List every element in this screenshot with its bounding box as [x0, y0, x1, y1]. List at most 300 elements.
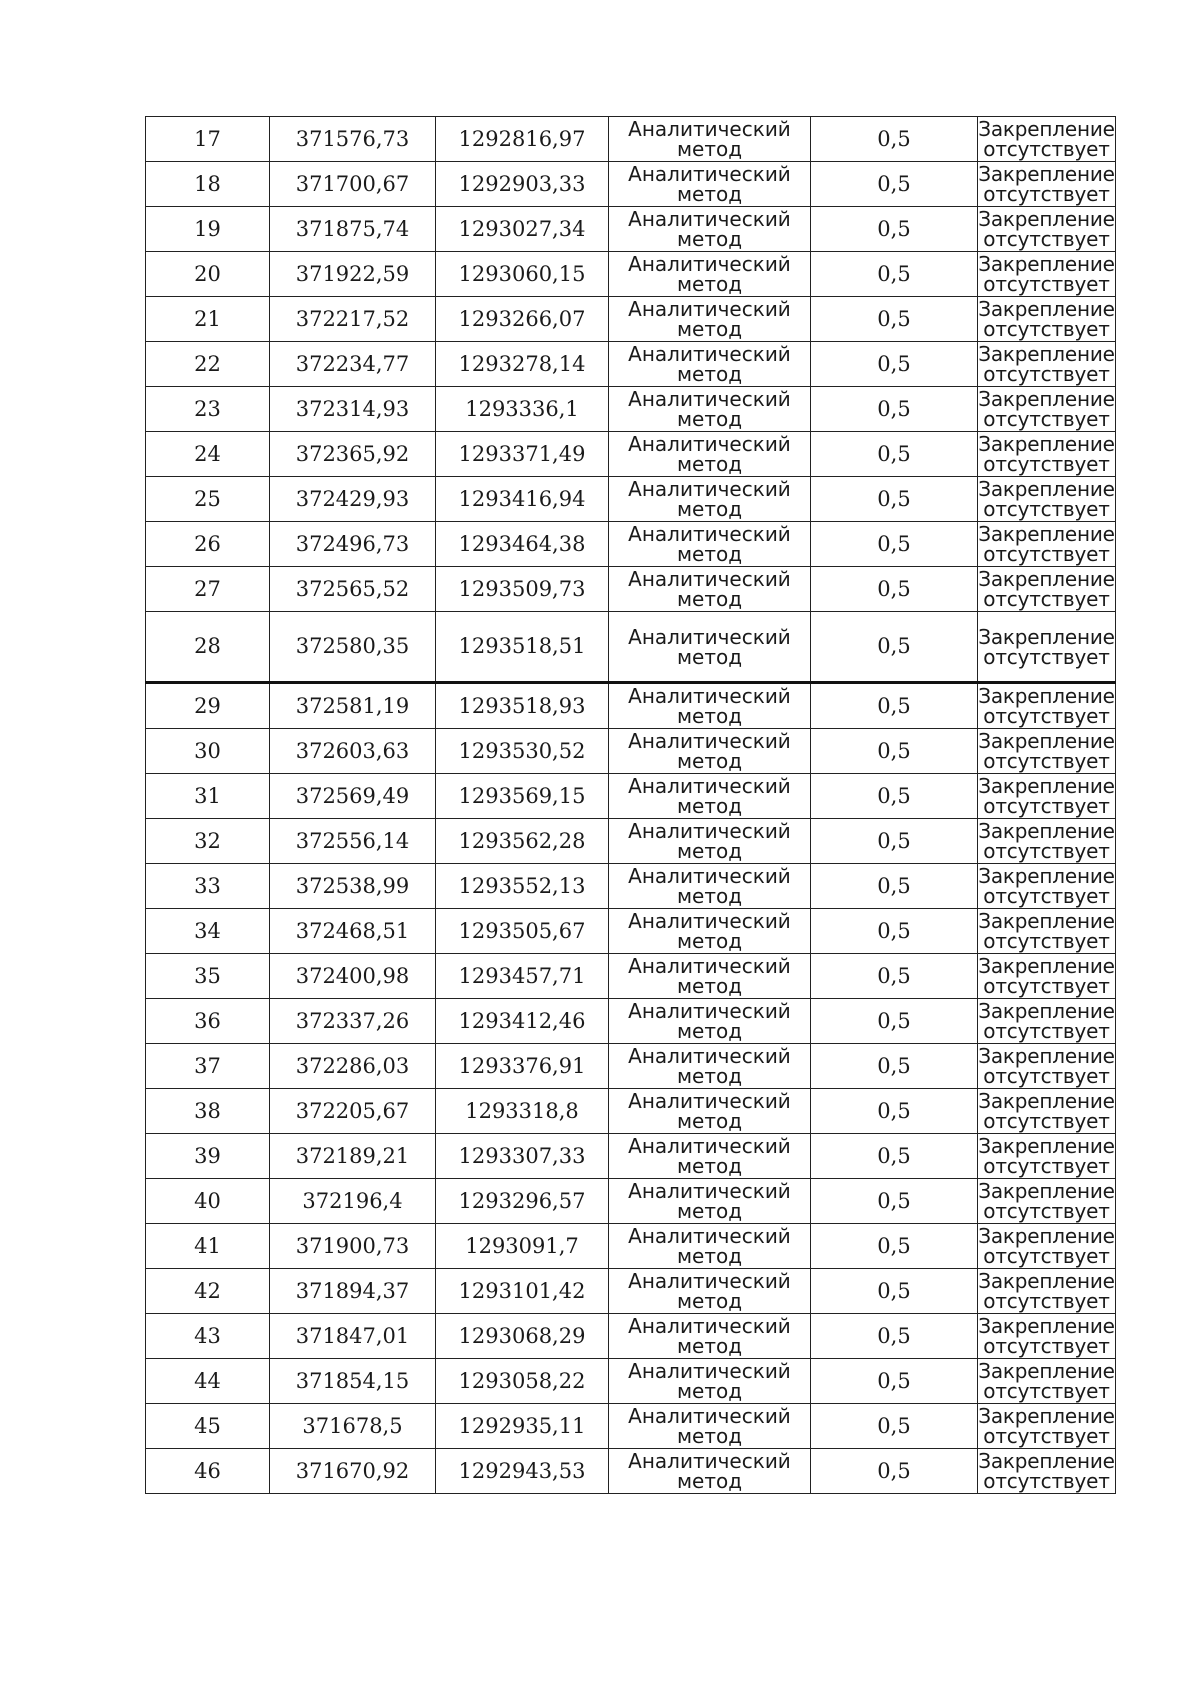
fixing-text-line: Закрепление	[978, 1359, 1115, 1383]
method-text-line: Аналитический	[628, 117, 791, 141]
method-cell	[609, 1044, 811, 1089]
method-cell	[609, 999, 811, 1044]
fixing-cell	[978, 683, 1116, 729]
method-text-line: Аналитический	[628, 1134, 791, 1158]
fixing-text-line: отсутствует	[983, 794, 1110, 818]
point-number-cell: 24	[146, 432, 270, 477]
fixing-text-line: отсутствует	[983, 182, 1110, 206]
y-coordinate-cell: 1293307,33	[436, 1134, 609, 1179]
method-text-line: Аналитический	[628, 567, 791, 591]
accuracy-cell: 0,5	[811, 1179, 978, 1224]
method-text-line: метод	[676, 227, 743, 251]
x-coordinate-cell: 371875,74	[270, 207, 436, 252]
method-cell	[609, 522, 811, 567]
point-number-cell: 19	[146, 207, 270, 252]
table-row	[146, 819, 1116, 864]
accuracy-cell: 0,5	[811, 1044, 978, 1089]
fixing-cell	[978, 774, 1116, 819]
method-text-line: Аналитический	[628, 1359, 791, 1383]
method-cell	[609, 297, 811, 342]
method-text-line: метод	[676, 452, 743, 476]
x-coordinate-cell: 371894,37	[270, 1269, 436, 1314]
table-body	[146, 117, 1116, 1494]
accuracy-cell: 0,5	[811, 297, 978, 342]
y-coordinate-cell: 1293530,52	[436, 729, 609, 774]
method-text-line: метод	[676, 1424, 743, 1448]
y-coordinate-cell: 1293296,57	[436, 1179, 609, 1224]
table-row	[146, 1224, 1116, 1269]
point-number-cell: 44	[146, 1359, 270, 1404]
method-cell	[609, 864, 811, 909]
point-number-cell: 37	[146, 1044, 270, 1089]
table-row	[146, 567, 1116, 612]
table-row	[146, 1179, 1116, 1224]
accuracy-cell: 0,5	[811, 774, 978, 819]
method-text-line: Аналитический	[628, 954, 791, 978]
method-cell	[609, 819, 811, 864]
fixing-text-line: Закрепление	[978, 477, 1115, 501]
method-text-line: Аналитический	[628, 909, 791, 933]
x-coordinate-cell: 372365,92	[270, 432, 436, 477]
table-row	[146, 774, 1116, 819]
point-number-cell: 22	[146, 342, 270, 387]
x-coordinate-cell: 371854,15	[270, 1359, 436, 1404]
fixing-cell	[978, 729, 1116, 774]
point-number-cell: 35	[146, 954, 270, 999]
method-cell	[609, 1404, 811, 1449]
x-coordinate-cell: 372314,93	[270, 387, 436, 432]
point-number-cell: 45	[146, 1404, 270, 1449]
y-coordinate-cell: 1293509,73	[436, 567, 609, 612]
method-text-line: метод	[676, 1019, 743, 1043]
method-text-line: Аналитический	[628, 252, 791, 276]
method-text-line: метод	[676, 362, 743, 386]
method-text-line: метод	[676, 1334, 743, 1358]
table-row	[146, 864, 1116, 909]
method-text-line: Аналитический	[628, 207, 791, 231]
fixing-text-line: отсутствует	[983, 749, 1110, 773]
fixing-cell	[978, 432, 1116, 477]
accuracy-cell: 0,5	[811, 207, 978, 252]
x-coordinate-cell: 371900,73	[270, 1224, 436, 1269]
fixing-text-line: Закрепление	[978, 117, 1115, 141]
table-row	[146, 1089, 1116, 1134]
table-row	[146, 729, 1116, 774]
accuracy-cell: 0,5	[811, 1314, 978, 1359]
y-coordinate-cell: 1293318,8	[436, 1089, 609, 1134]
method-text-line: Аналитический	[628, 1179, 791, 1203]
method-text-line: Аналитический	[628, 297, 791, 321]
fixing-text-line: отсутствует	[983, 497, 1110, 521]
method-cell	[609, 387, 811, 432]
method-cell	[609, 683, 811, 729]
table-row	[146, 612, 1116, 683]
table-row	[146, 207, 1116, 252]
method-text-line: Аналитический	[628, 684, 791, 708]
fixing-text-line: отсутствует	[983, 452, 1110, 476]
fixing-text-line: отсутствует	[983, 407, 1110, 431]
fixing-text-line: отсутствует	[983, 1019, 1110, 1043]
method-text-line: Аналитический	[628, 864, 791, 888]
coordinates-table	[145, 116, 1116, 1494]
fixing-text-line: отсутствует	[983, 1289, 1110, 1313]
method-text-line: метод	[676, 1154, 743, 1178]
point-number-cell: 34	[146, 909, 270, 954]
accuracy-cell: 0,5	[811, 162, 978, 207]
x-coordinate-cell: 372538,99	[270, 864, 436, 909]
method-cell	[609, 612, 811, 683]
accuracy-cell: 0,5	[811, 1224, 978, 1269]
method-text-line: Аналитический	[628, 1089, 791, 1113]
method-text-line: метод	[676, 1469, 743, 1493]
point-number-cell: 23	[146, 387, 270, 432]
point-number-cell: 40	[146, 1179, 270, 1224]
point-number-cell: 39	[146, 1134, 270, 1179]
method-text-line: Аналитический	[628, 342, 791, 366]
fixing-text-line: отсутствует	[983, 1199, 1110, 1223]
fixing-text-line: отсутствует	[983, 1379, 1110, 1403]
table-row	[146, 1134, 1116, 1179]
x-coordinate-cell: 371576,73	[270, 117, 436, 162]
accuracy-cell: 0,5	[811, 954, 978, 999]
method-cell	[609, 567, 811, 612]
method-text-line: метод	[676, 1289, 743, 1313]
table-row	[146, 162, 1116, 207]
fixing-cell	[978, 297, 1116, 342]
method-cell	[609, 1179, 811, 1224]
fixing-text-line: Закрепление	[978, 624, 1115, 649]
fixing-cell	[978, 999, 1116, 1044]
fixing-text-line: Закрепление	[978, 909, 1115, 933]
method-text-line: метод	[676, 1064, 743, 1088]
fixing-cell	[978, 1044, 1116, 1089]
fixing-text-line: Закрепление	[978, 819, 1115, 843]
x-coordinate-cell: 372400,98	[270, 954, 436, 999]
accuracy-cell: 0,5	[811, 1449, 978, 1494]
fixing-text-line: Закрепление	[978, 729, 1115, 753]
y-coordinate-cell: 1293562,28	[436, 819, 609, 864]
x-coordinate-cell: 371670,92	[270, 1449, 436, 1494]
method-cell	[609, 1314, 811, 1359]
method-text-line: Аналитический	[628, 522, 791, 546]
fixing-text-line: Закрепление	[978, 1224, 1115, 1248]
y-coordinate-cell: 1293266,07	[436, 297, 609, 342]
y-coordinate-cell: 1293027,34	[436, 207, 609, 252]
fixing-cell	[978, 1224, 1116, 1269]
fixing-cell	[978, 1134, 1116, 1179]
fixing-text-line: отсутствует	[983, 1469, 1110, 1493]
accuracy-cell: 0,5	[811, 1404, 978, 1449]
method-text-line: метод	[676, 794, 743, 818]
accuracy-cell: 0,5	[811, 683, 978, 729]
x-coordinate-cell: 372205,67	[270, 1089, 436, 1134]
y-coordinate-cell: 1293505,67	[436, 909, 609, 954]
fixing-cell	[978, 1269, 1116, 1314]
accuracy-cell: 0,5	[811, 342, 978, 387]
method-text-line: Аналитический	[628, 1044, 791, 1068]
method-text-line: метод	[676, 182, 743, 206]
method-text-line: метод	[676, 929, 743, 953]
method-text-line: метод	[676, 704, 743, 728]
point-number-cell: 18	[146, 162, 270, 207]
fixing-text-line: Закрепление	[978, 1449, 1115, 1473]
point-number-cell: 26	[146, 522, 270, 567]
y-coordinate-cell: 1292816,97	[436, 117, 609, 162]
point-number-cell: 38	[146, 1089, 270, 1134]
x-coordinate-cell: 371678,5	[270, 1404, 436, 1449]
method-text-line: метод	[676, 1379, 743, 1403]
y-coordinate-cell: 1293278,14	[436, 342, 609, 387]
method-text-line: метод	[676, 884, 743, 908]
y-coordinate-cell: 1293091,7	[436, 1224, 609, 1269]
fixing-text-line: Закрепление	[978, 252, 1115, 276]
fixing-cell	[978, 117, 1116, 162]
fixing-text-line: отсутствует	[983, 1334, 1110, 1358]
table-row	[146, 297, 1116, 342]
fixing-text-line: Закрепление	[978, 297, 1115, 321]
fixing-cell	[978, 1404, 1116, 1449]
fixing-cell	[978, 342, 1116, 387]
table-row	[146, 1314, 1116, 1359]
method-text-line: Аналитический	[628, 1449, 791, 1473]
accuracy-cell: 0,5	[811, 909, 978, 954]
method-cell	[609, 1359, 811, 1404]
fixing-text-line: отсутствует	[983, 704, 1110, 728]
x-coordinate-cell: 372569,49	[270, 774, 436, 819]
fixing-cell	[978, 567, 1116, 612]
fixing-text-line: отсутствует	[983, 587, 1110, 611]
y-coordinate-cell: 1292943,53	[436, 1449, 609, 1494]
method-cell	[609, 729, 811, 774]
y-coordinate-cell: 1293518,93	[436, 683, 609, 729]
point-number-cell: 25	[146, 477, 270, 522]
fixing-text-line: отсутствует	[983, 839, 1110, 863]
method-cell	[609, 117, 811, 162]
method-text-line: Аналитический	[628, 774, 791, 798]
method-cell	[609, 1449, 811, 1494]
fixing-text-line: Закрепление	[978, 1134, 1115, 1158]
fixing-text-line: отсутствует	[983, 929, 1110, 953]
fixing-text-line: Закрепление	[978, 864, 1115, 888]
accuracy-cell: 0,5	[811, 729, 978, 774]
point-number-cell: 43	[146, 1314, 270, 1359]
method-text-line: Аналитический	[628, 387, 791, 411]
document-page	[145, 116, 1115, 1494]
fixing-cell	[978, 477, 1116, 522]
fixing-text-line: отсутствует	[983, 272, 1110, 296]
fixing-text-line: отсутствует	[983, 1109, 1110, 1133]
method-cell	[609, 162, 811, 207]
table-row	[146, 1449, 1116, 1494]
point-number-cell: 21	[146, 297, 270, 342]
accuracy-cell: 0,5	[811, 432, 978, 477]
fixing-cell	[978, 387, 1116, 432]
method-text-line: Аналитический	[628, 1269, 791, 1293]
x-coordinate-cell: 372217,52	[270, 297, 436, 342]
fixing-cell	[978, 207, 1116, 252]
fixing-text-line: отсутствует	[983, 317, 1110, 341]
x-coordinate-cell: 372565,52	[270, 567, 436, 612]
fixing-cell	[978, 864, 1116, 909]
table-row	[146, 477, 1116, 522]
fixing-text-line: Закрепление	[978, 1179, 1115, 1203]
fixing-text-line: отсутствует	[983, 884, 1110, 908]
method-text-line: метод	[676, 749, 743, 773]
method-text-line: метод	[676, 974, 743, 998]
method-text-line: Аналитический	[628, 819, 791, 843]
fixing-text-line: Закрепление	[978, 954, 1115, 978]
x-coordinate-cell: 372234,77	[270, 342, 436, 387]
method-text-line: метод	[676, 542, 743, 566]
x-coordinate-cell: 372496,73	[270, 522, 436, 567]
table-row	[146, 1359, 1116, 1404]
fixing-text-line: отсутствует	[983, 362, 1110, 386]
accuracy-cell: 0,5	[811, 999, 978, 1044]
x-coordinate-cell: 372429,93	[270, 477, 436, 522]
x-coordinate-cell: 372196,4	[270, 1179, 436, 1224]
accuracy-cell: 0,5	[811, 612, 978, 683]
method-text-line: метод	[676, 497, 743, 521]
fixing-text-line: отсутствует	[983, 542, 1110, 566]
y-coordinate-cell: 1293569,15	[436, 774, 609, 819]
method-text-line: метод	[676, 137, 743, 161]
fixing-cell	[978, 954, 1116, 999]
point-number-cell: 46	[146, 1449, 270, 1494]
table-row	[146, 954, 1116, 999]
fixing-cell	[978, 1089, 1116, 1134]
table-row	[146, 522, 1116, 567]
y-coordinate-cell: 1293371,49	[436, 432, 609, 477]
method-cell	[609, 432, 811, 477]
y-coordinate-cell: 1293068,29	[436, 1314, 609, 1359]
fixing-text-line: Закрепление	[978, 1089, 1115, 1113]
accuracy-cell: 0,5	[811, 117, 978, 162]
accuracy-cell: 0,5	[811, 1359, 978, 1404]
table-row	[146, 387, 1116, 432]
method-cell	[609, 774, 811, 819]
fixing-text-line: отсутствует	[983, 227, 1110, 251]
method-cell	[609, 954, 811, 999]
fixing-text-line: отсутствует	[983, 1064, 1110, 1088]
table-row	[146, 342, 1116, 387]
fixing-cell	[978, 612, 1116, 683]
x-coordinate-cell: 372189,21	[270, 1134, 436, 1179]
x-coordinate-cell: 371922,59	[270, 252, 436, 297]
fixing-cell	[978, 162, 1116, 207]
fixing-text-line: отсутствует	[983, 644, 1110, 669]
y-coordinate-cell: 1293336,1	[436, 387, 609, 432]
point-number-cell: 42	[146, 1269, 270, 1314]
point-number-cell: 28	[146, 612, 270, 683]
method-cell	[609, 1134, 811, 1179]
method-text-line: метод	[676, 644, 743, 669]
fixing-text-line: Закрепление	[978, 567, 1115, 591]
method-text-line: Аналитический	[628, 1314, 791, 1338]
method-cell	[609, 909, 811, 954]
x-coordinate-cell: 371700,67	[270, 162, 436, 207]
table-row	[146, 252, 1116, 297]
fixing-cell	[978, 1314, 1116, 1359]
fixing-cell	[978, 1449, 1116, 1494]
method-text-line: Аналитический	[628, 999, 791, 1023]
method-cell	[609, 1269, 811, 1314]
x-coordinate-cell: 372286,03	[270, 1044, 436, 1089]
fixing-text-line: Закрепление	[978, 774, 1115, 798]
method-text-line: метод	[676, 839, 743, 863]
fixing-cell	[978, 1179, 1116, 1224]
fixing-cell	[978, 252, 1116, 297]
x-coordinate-cell: 372468,51	[270, 909, 436, 954]
fixing-text-line: Закрепление	[978, 432, 1115, 456]
fixing-cell	[978, 909, 1116, 954]
y-coordinate-cell: 1293376,91	[436, 1044, 609, 1089]
method-text-line: метод	[676, 587, 743, 611]
point-number-cell: 32	[146, 819, 270, 864]
point-number-cell: 27	[146, 567, 270, 612]
method-cell	[609, 207, 811, 252]
fixing-text-line: отсутствует	[983, 1424, 1110, 1448]
table-row	[146, 117, 1116, 162]
fixing-text-line: Закрепление	[978, 522, 1115, 546]
y-coordinate-cell: 1293457,71	[436, 954, 609, 999]
point-number-cell: 33	[146, 864, 270, 909]
method-text-line: метод	[676, 272, 743, 296]
x-coordinate-cell: 371847,01	[270, 1314, 436, 1359]
y-coordinate-cell: 1293101,42	[436, 1269, 609, 1314]
fixing-cell	[978, 522, 1116, 567]
point-number-cell: 31	[146, 774, 270, 819]
y-coordinate-cell: 1293552,13	[436, 864, 609, 909]
accuracy-cell: 0,5	[811, 1089, 978, 1134]
accuracy-cell: 0,5	[811, 387, 978, 432]
fixing-text-line: Закрепление	[978, 1269, 1115, 1293]
fixing-text-line: отсутствует	[983, 974, 1110, 998]
fixing-text-line: Закрепление	[978, 342, 1115, 366]
y-coordinate-cell: 1293058,22	[436, 1359, 609, 1404]
accuracy-cell: 0,5	[811, 567, 978, 612]
y-coordinate-cell: 1293060,15	[436, 252, 609, 297]
fixing-text-line: Закрепление	[978, 999, 1115, 1023]
fixing-text-line: отсутствует	[983, 1244, 1110, 1268]
method-text-line: Аналитический	[628, 432, 791, 456]
point-number-cell: 29	[146, 683, 270, 729]
method-text-line: метод	[676, 1199, 743, 1223]
point-number-cell: 41	[146, 1224, 270, 1269]
table-row	[146, 909, 1116, 954]
fixing-cell	[978, 1359, 1116, 1404]
table-row	[146, 1044, 1116, 1089]
point-number-cell: 30	[146, 729, 270, 774]
accuracy-cell: 0,5	[811, 1134, 978, 1179]
method-text-line: метод	[676, 1109, 743, 1133]
accuracy-cell: 0,5	[811, 252, 978, 297]
accuracy-cell: 0,5	[811, 1269, 978, 1314]
method-text-line: Аналитический	[628, 162, 791, 186]
point-number-cell: 17	[146, 117, 270, 162]
method-text-line: Аналитический	[628, 477, 791, 501]
method-text-line: Аналитический	[628, 729, 791, 753]
x-coordinate-cell: 372580,35	[270, 612, 436, 683]
method-text-line: Аналитический	[628, 1224, 791, 1248]
method-text-line: метод	[676, 1244, 743, 1268]
fixing-text-line: Закрепление	[978, 1044, 1115, 1068]
x-coordinate-cell: 372556,14	[270, 819, 436, 864]
method-cell	[609, 252, 811, 297]
y-coordinate-cell: 1292903,33	[436, 162, 609, 207]
accuracy-cell: 0,5	[811, 477, 978, 522]
fixing-text-line: Закрепление	[978, 207, 1115, 231]
accuracy-cell: 0,5	[811, 522, 978, 567]
